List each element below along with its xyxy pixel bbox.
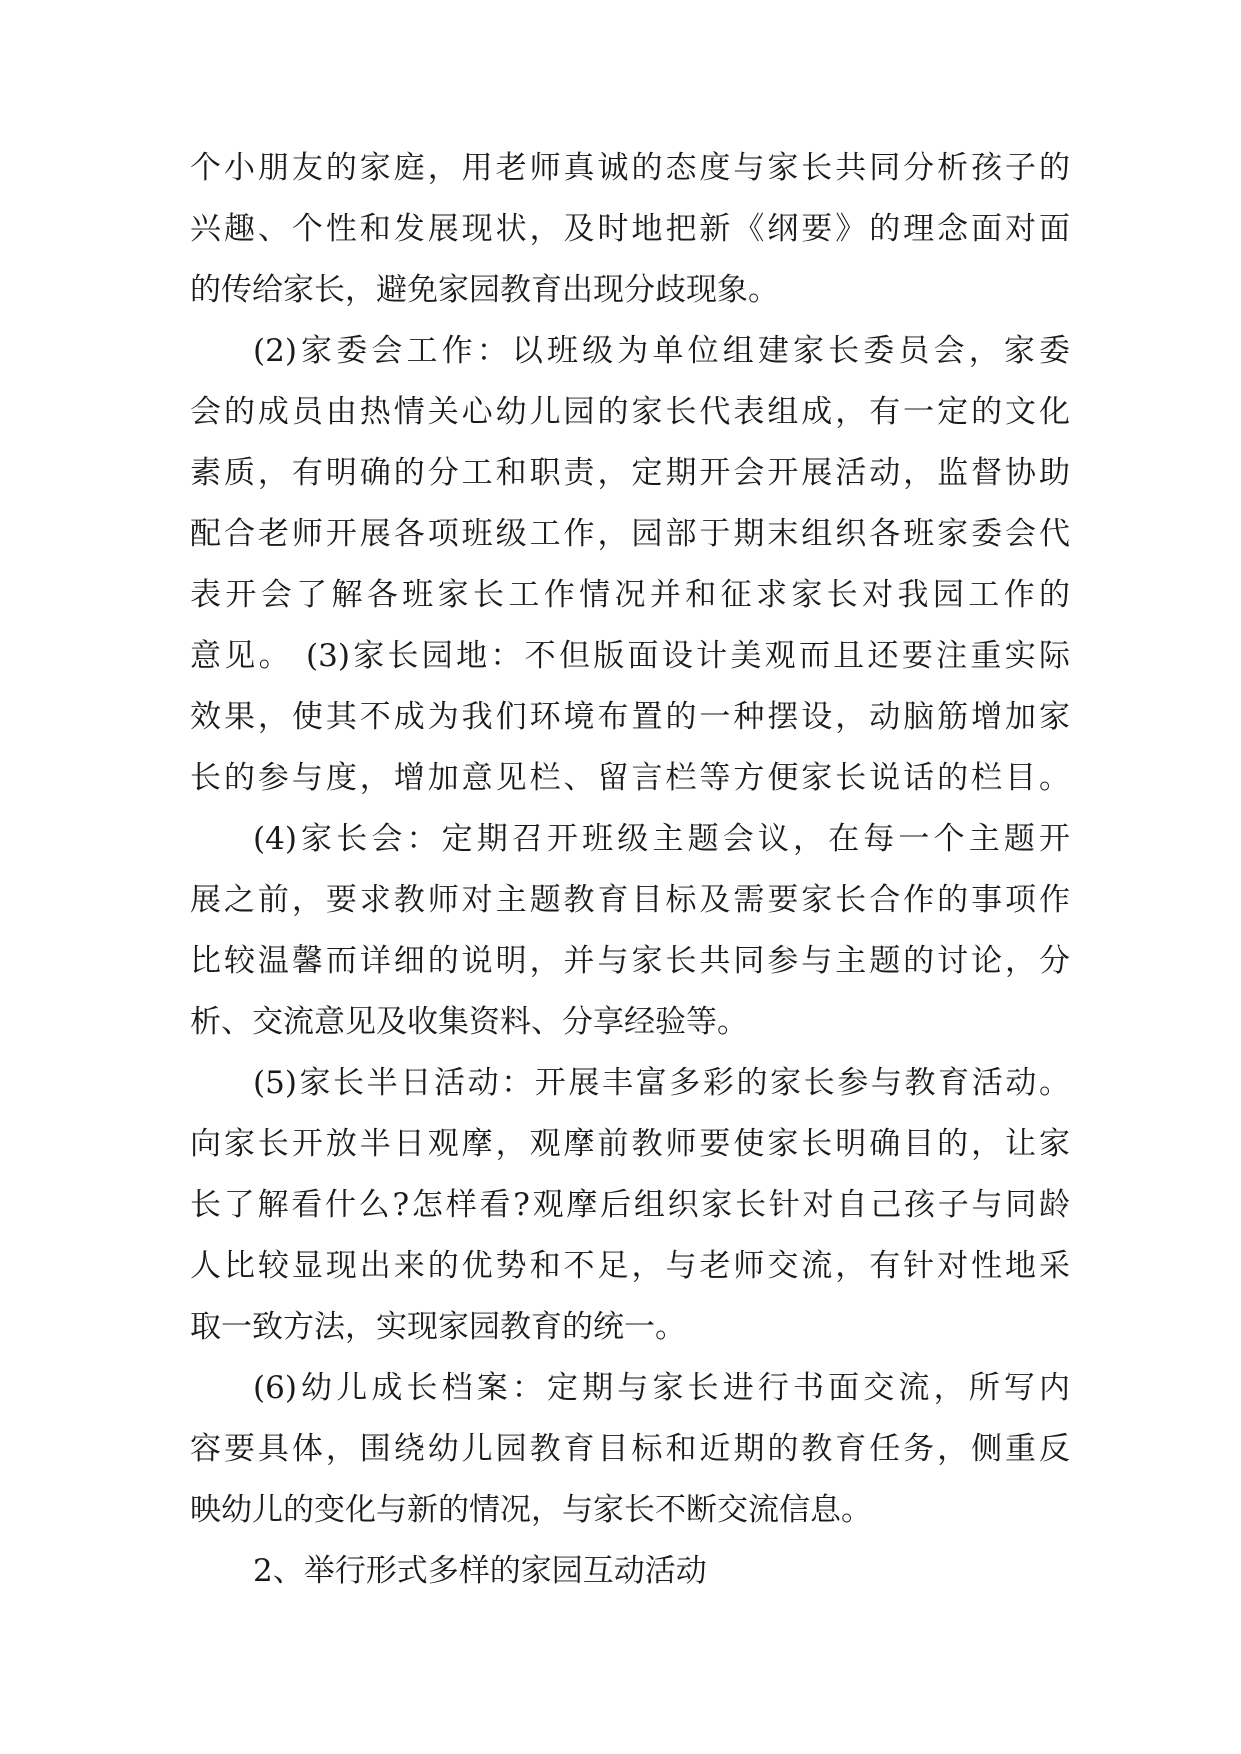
text-line: (2)家委会工作：以班级为单位组建家长委员会，家委 <box>253 333 1070 369</box>
text-line: (5)家长半日活动：开展丰富多彩的家长参与教育活动。 <box>253 1065 1070 1101</box>
text-line: 长了解看什么?怎样看?观摩后组织家长针对自己孩子与同龄 <box>190 1187 1070 1223</box>
text-line: 人比较显现出来的优势和不足，与老师交流，有针对性地采 <box>190 1248 1070 1284</box>
text-line: 兴趣、个性和发展现状，及时地把新《纲要》的理念面对面 <box>190 211 1070 247</box>
text-line: 映幼儿的变化与新的情况，与家长不断交流信息。 <box>190 1492 872 1528</box>
text-line: 效果，使其不成为我们环境布置的一种摆设，动脑筋增加家 <box>190 699 1070 735</box>
text-line: 的传给家长，避免家园教育出现分歧现象。 <box>190 272 779 308</box>
text-line: 长的参与度，增加意见栏、留言栏等方便家长说话的栏目。 <box>190 760 1070 796</box>
text-line: 展之前，要求教师对主题教育目标及需要家长合作的事项作 <box>190 882 1070 918</box>
text-line: 向家长开放半日观摩，观摩前教师要使家长明确目的，让家 <box>190 1126 1070 1162</box>
text-line: 表开会了解各班家长工作情况并和征求家长对我园工作的 <box>190 577 1070 613</box>
text-line: (6)幼儿成长档案：定期与家长进行书面交流，所写内 <box>253 1370 1070 1406</box>
text-line: 配合老师开展各项班级工作，园部于期末组织各班家委会代 <box>190 516 1070 552</box>
text-line: 个小朋友的家庭，用老师真诚的态度与家长共同分析孩子的 <box>190 150 1070 186</box>
text-line: 素质，有明确的分工和职责，定期开会开展活动，监督协助 <box>190 455 1070 491</box>
text-line: 取一致方法，实现家园教育的统一。 <box>190 1309 686 1345</box>
section-heading: 2、举行形式多样的家园互动活动 <box>253 1553 707 1589</box>
text-line: 容要具体，围绕幼儿园教育目标和近期的教育任务，侧重反 <box>190 1431 1070 1467</box>
text-line: 意见。 (3)家长园地：不但版面设计美观而且还要注重实际 <box>190 638 1070 674</box>
text-line: (4)家长会：定期召开班级主题会议，在每一个主题开 <box>253 821 1070 857</box>
text-line: 比较温馨而详细的说明，并与家长共同参与主题的讨论，分 <box>190 943 1070 979</box>
text-line: 析、交流意见及收集资料、分享经验等。 <box>190 1004 748 1040</box>
text-line: 会的成员由热情关心幼儿园的家长代表组成，有一定的文化 <box>190 394 1070 430</box>
